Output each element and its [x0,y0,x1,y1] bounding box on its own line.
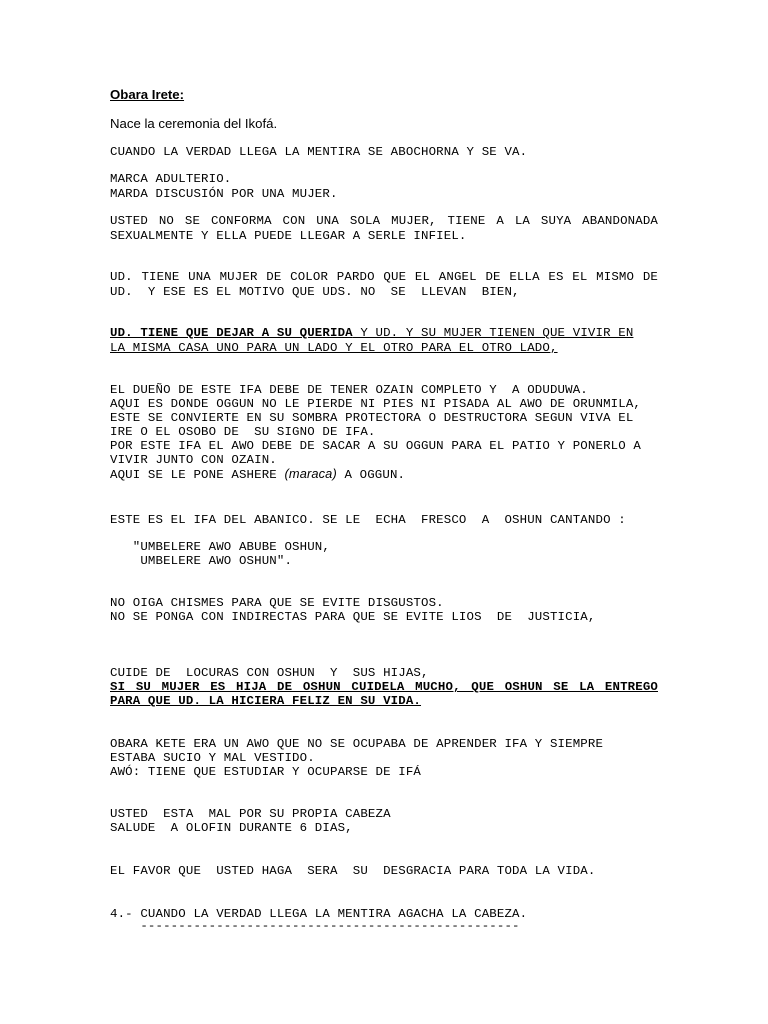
dueno-line-3: ESTE SE CONVIERTE EN SU SOMBRA PROTECTORA O DESTRUCTORA SEGUN VIVA EL [110,411,634,425]
favor-line: EL FAVOR QUE USTED HAGA SERA SU DESGRACIA PARA TODA LA VIDA. [110,864,596,878]
dueno-line-2: AQUI ES DONDE OGGUN NO LE PIERDE NI PIES NI PISADA AL AWO DE ORUNMILA, [110,397,641,411]
kete-line-2: ESTABA SUCIO Y MAL VESTIDO. [110,751,315,765]
kete-line-1: OBARA KETE ERA UN AWO QUE NO SE OCUPABA DE APRENDER IFA Y SIEMPRE [110,737,604,751]
canto-line-2: UMBELERE AWO OSHUN". [110,554,293,568]
cabeza-line-2: SALUDE A OLOFIN DURANTE 6 DIAS, [110,821,353,835]
abanico-line: ESTE ES EL IFA DEL ABANICO. SE LE ECHA FRESCO A OSHUN CANTANDO : [110,513,626,527]
ashere-italic: (maraca) [284,466,337,481]
dejar-rest-text: Y UD. Y SU MUJER TIENEN QUE VIVIR EN [352,326,634,340]
cuide-line-3: PARA QUE UD. LA HICIERA FELIZ EN SU VIDA. [110,694,422,708]
dejar-line-1 [110,326,633,340]
item-4-line: 4.- CUANDO LA VERDAD LLEGA LA MENTIRA AGACHA LA CABEZA. [110,907,528,921]
cuide-line-1: CUIDE DE LOCURAS CON OSHUN Y SUS HIJAS, [110,666,429,680]
cuide-line-2: SI SU MUJER ES HIJA DE OSHUN CUIDELA MUCHO, QUE OSHUN SE LA ENTREGO [110,680,658,694]
intro-line: Nace la ceremonia del Ikofá. [110,116,278,131]
dejar-bold-text: UD. TIENE QUE DEJAR A SU QUERIDA [110,326,353,340]
dueno-line-5: POR ESTE IFA EL AWO DEBE DE SACAR A SU OGGUN PARA EL PATIO Y PONERLO A [110,439,641,453]
dejar-line-2: LA MISMA CASA UNO PARA UN LADO Y EL OTRO PARA EL OTRO LADO, [110,341,558,355]
dueno-line-4: IRE O EL OSOBO DE SU SIGNO DE IFA. [110,425,376,439]
marca-line-2: MARDA DISCUSIÓN POR UNA MUJER. [110,187,338,201]
kete-line-3: AWÓ: TIENE QUE ESTUDIAR Y OCUPARSE DE IFÁ [110,765,422,779]
ashere-line [110,467,405,482]
chismes-line-1: NO OIGA CHISMES PARA QUE SE EVITE DISGUSTOS. [110,596,444,610]
chismes-line-2: NO SE PONGA CON INDIRECTAS PARA QUE SE EVITE LIOS DE JUSTICIA, [110,610,596,624]
dueno-line-6: VIVIR JUNTO CON OZAIN. [110,453,277,467]
dueno-line-1: EL DUEÑO DE ESTE IFA DEBE DE TENER OZAIN COMPLETO Y A ODUDUWA. [110,383,588,397]
ashere-text-a: AQUI SE LE PONE ASHERE [110,468,285,482]
ashere-text-b: A OGGUN. [336,468,406,482]
ud-color-line-1: UD. TIENE UNA MUJER DE COLOR PARDO QUE EL ANGEL DE ELLA ES EL MISMO DE [110,270,658,284]
ud-color-line-2: UD. Y ESE ES EL MOTIVO QUE UDS. NO SE LLEVAN BIEN, [110,285,520,299]
verdad-line: CUANDO LA VERDAD LLEGA LA MENTIRA SE ABOCHORNA Y SE VA. [110,145,528,159]
canto-line-1: "UMBELERE AWO ABUBE OSHUN, [110,540,330,554]
cabeza-line-1: USTED ESTA MAL POR SU PROPIA CABEZA [110,807,391,821]
document-title: Obara Irete: [110,87,185,102]
marca-line-1: MARCA ADULTERIO. [110,172,232,186]
usted-line-1: USTED NO SE CONFORMA CON UNA SOLA MUJER, TIENE A LA SUYA ABANDONADA [110,214,658,228]
usted-line-2: SEXUALMENTE Y ELLA PUEDE LLEGAR A SERLE INFIEL. [110,229,467,243]
dash-separator: -------------------------------------------------- [110,919,520,933]
